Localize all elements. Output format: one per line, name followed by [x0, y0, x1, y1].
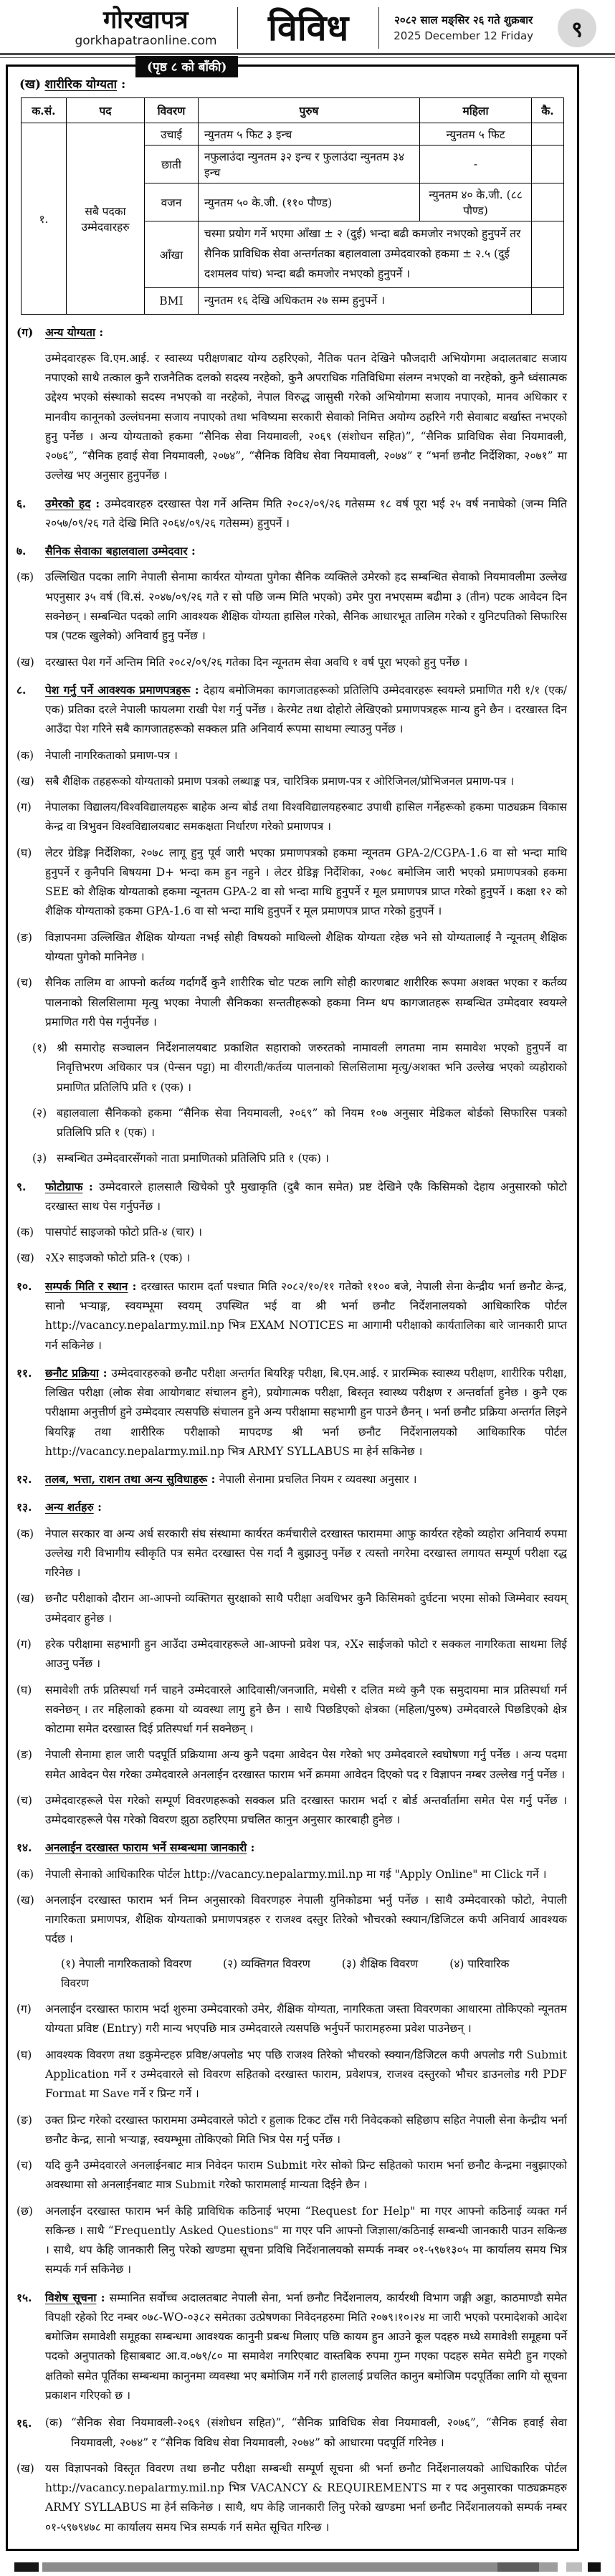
cell-remark [532, 183, 564, 221]
list-item: (क) उल्लिखित पदका लागि नेपाली सेनामा कार्यरत योग्यता पुगेका सैनिक व्यक्तिले उमेरको हद सम्बन्धित सेवाको नियमावलीमा उल्लेख भएनुसार ३५ वर्ष (वि.सं. २०४७/०९/२६ गते र सो पछि जन्म मिति भएको) उमेर पुरा नभएसम्म बढीमा ३ (तीन) पटक आवेदन दिन सक्नेछन् । सम्बन्धित पदको लागि आवश्यक शैक्षिक योग्यता हासिल गरेको, सैनिक आधारभूत तालिम गरेको र युनिटपतिको सिफारिस पत्र (पटक खुलेको) अनिवार्य हुनु पर्नेछ । [16, 571, 567, 643]
section-number: १३. [16, 1500, 32, 1514]
section-number: ६. [16, 496, 27, 510]
section-number: १५. [16, 2290, 32, 2304]
paper-name: गोरखापत्र [102, 5, 189, 34]
table-row [22, 123, 564, 146]
list-subitem: (२) बहालवाला सैनिकको हकमा “सैनिक सेवा नियमावली, २०६९” को नियम १०७ अनुसार मेडिकल बोर्डको सिफारिस पत्रको प्रतिलिपि प्रति १ (एक) । [32, 1106, 567, 1140]
list-item: (ख) यस विज्ञापनको विस्तृत विवरण तथा छनौट परीक्षा सम्बन्धी सम्पूर्ण सूचना श्री भर्ना छनौट निर्देशनालयको आधिकारिक पोर्टल http://vacancy.nepalarmy.mil.np भित्र VACANCY & REQUIREMENTS मा र पद अनुसारका पाठ्यक्रमहरु ARMY SYLLABUS मा हेर्न सकिनेछ । साथै, थप केहि जानकारी लिनु परेको खण्डमा भर्ना छनौट निर्देशनालयको सम्पर्क नम्बर ०१-५९७९४७८ मा कार्यालय समय भित्र सम्पर्क गर्न समेत सूचित गरिन्छ । [16, 2461, 567, 2534]
page-number-badge [558, 9, 596, 47]
cell-sn: १. [22, 123, 67, 315]
cell-detail: आँखा [145, 221, 199, 288]
section-text: उम्मेदवारहरुको छनौट परीक्षा अन्तर्गत बियरिङ्ग परीक्षा, बि.एम.आई. र प्रारम्भिक स्वास्थ्य परीक्षण, शारीरिक परीक्षा, लिखित परीक्षा (लोक सेवा आयोगबाट संचालन हुने), प्रयोगात्मक परीक्षा, बिस्तृत स्वास्थ्य परीक्षण र अन्तर्वार्ता हुनेछ । कुनै एक परीक्षामा अनुत्तीर्ण हुने उम्मेदवार त्यसपछि संचालन हुने अन्य परीक्षामा सहभागी हुन पाउने छैनन् । भर्ना छनौट प्रक्रिया अन्तर्गत लिइने बियरिङ्ग तथा शारीरिक परीक्षाको मापदण्ड श्री भर्ना छनौट निर्देशनालयको आधिकारिक पोर्टल http://vacancy.nepalarmy.mil.np भित्र ARMY SYLLABUS मा हेर्न सकिनेछ । [45, 1366, 567, 1458]
heading-label: (ख) [19, 77, 41, 92]
page-section-title: विविध [268, 6, 349, 49]
list-item: (ख) अनलाईन दरखास्त फाराम भर्न निम्न अनुसारको विवरणहरु नेपाली युनिकोडमा भर्नु पर्नेछ । साथै उम्मेदवारको फोटो, नेपाली नागरिकता प्रमाणपत्र, शैक्षिक योग्यताको प्रमाणपत्रहरु र राजश्व दस्तुर तिरेको भौचरको स्क्यान/डिजिटल कपी अनिवार्य आवश्यक पर्दछ । [16, 1893, 567, 1946]
list-item: (ङ) विज्ञापनमा उल्लिखित शैक्षिक योग्यता नभई सोही विषयको माथिल्लो शैक्षिक योग्यता रहेछ भने सो योग्यतालाई नै न्यूनतम् शैक्षिक योग्यता पुगेको मानिनेछ । [16, 930, 567, 963]
other-qualification-text: उम्मेदवारहरू वि.एम.आई. र स्वास्थ्य परीक्षणबाट योग्य ठहरिएको, नैतिक पतन देखिने फौजदारी अभियोगमा अदालतबाट सजाय नपाएको साथै तत्काल कुनै राजनैतिक दलको सदस्य नरहेको, कुनै अपराधिक गतिविधिमा संलग्न नभएको वा नरहेको, कुनै ध्वंसात्मक उद्देश्य भएको संस्थाको सदस्य नभएको वा नरहेको, नेपाल विरुद्ध जासुसी गरेको अभियोगमा सजाय नपाएको, मानव अधिकार र मानवीय कानूनको उल्लंघनमा सजाय नपाएको तथा भविष्यमा सरकारी सेवाको निमित्त अयोग्य ठहरिने गरी सेवाबाट बर्खास्त नभएको हुनु पर्नेछ । अन्य योग्यताको हकमा “सैनिक सेवा नियमावली, २०६९ (संशोधन सहित)”, “सैनिक प्राविधिक सेवा नियमावली, २०७६”, “सैनिक हवाई सेवा नियमावली, २०७४”, “सैनिक विविध सेवा नियमावली, २०७४” र “भर्ना छनौट निर्देशिका, २०७१” मा उल्लेख भए अनुसार हुनुपर्नेछ । [45, 351, 567, 482]
list-item: (ङ) नेपाली सेनामा हाल जारी पदपूर्ति प्रक्रियामा अन्य कुनै पदमा आवेदन पेस गरेको भए उम्मेदवारले स्वघोषणा गर्नु पर्नेछ । अन्य पदमा समेत आवेदन पेस गरेका उम्मेदवारले अनलाईन दरखास्त फाराम भर्ने क्रममा आवेदन दिएको पद र विज्ञापन नम्बर उल्लेख गर्नु पर्नेछ । [16, 1748, 567, 1781]
section-title: तलब, भत्ता, राशन तथा अन्य सुविधाहरू [45, 1472, 208, 1487]
section-number: ९. [16, 1179, 27, 1193]
paper-website: gorkhapatraonline.com [75, 34, 217, 49]
list-item: (ख) सबै शैक्षिक तहहरूको योग्यताको प्रमाण पत्रको लब्धाङ्क पत्र, चारित्रिक प्रमाण-पत्र र ओरिजिनल/प्रोभिजनल प्रमाण-पत्र । [16, 774, 515, 788]
column-header-remark: कै. [532, 98, 564, 123]
section-10: १०. सम्पर्क मिति र स्थान : दरखास्त फाराम दर्ता पश्चात मिति २०८२/१०/११ गतेको ११०० बजे, नेपाली सेना केन्द्रीय भर्ना छनौट केन्द्र, सानो भर्‍याङ्ग, स्वयम्भूमा स्वयम् उपस्थित भई वा श्री भर्ना छनौट निर्देशनालयको आधिकारिक पोर्टल http://vacancy.nepalarmy.mil.np भित्र EXAM NOTICES मा आगामी परीक्षाको कार्यतालिका बारे जानकारी प्राप्त गर्न सकिनेछ । [16, 1277, 567, 1355]
cell-remark [532, 287, 564, 314]
list-item: (ख) २X२ साइजको फोटो प्रति-१ (एक) । [16, 1251, 191, 1265]
section-6: ६. उमेरको हद : उम्मेदवारहरु दरखास्त पेश गर्ने अन्तिम मिति २०८२/०९/२६ गतेसम्म १८ वर्ष पूरा भई २५ वर्ष ननाघेको (जन्म मिति २०५७/०९/२६ गते देखि मिति २०६४/०९/२६ गतेसम्म) हुनुपर्ने । [16, 494, 567, 534]
list-item: (च) उम्मेदवारहरूले पेस गरेको सम्पूर्ण विवरणहरूको सक्कल प्रति दरखास्त फाराम भर्दा र बोर्ड अन्तर्वार्तामा समेत पेस गर्नु पर्नेछ । उम्मेदवारहरूले पेस गरेको विवरण झुठा ठहरिएमा प्रचलित कानुन अनुसार कारबाही हुनेछ । [16, 1793, 567, 1827]
section-label: (ग) [16, 325, 34, 339]
section-title: अन्य योग्यता [45, 325, 96, 339]
list-item: (क) नेपाली सेनाको आधिकारिक पोर्टल http://vacancy.nepalarmy.mil.np मा गई "Apply Online" मा Click गर्ने । [16, 1867, 547, 1881]
list-subitem: (३) सम्बन्धित उम्मेदवारसँगको नाता प्रमाणितको प्रतिलिपि प्रति १ (एक) । [32, 1152, 329, 1165]
section-13: १३. अन्य शर्तहरु : [16, 1497, 567, 1517]
section-16: १६. (क) “सैनिक सेवा नियमावली-२०६९ (संशोधन सहित)”, “सैनिक प्राविधिक सेवा नियमावली, २०७६”, “सैनिक हवाई सेवा नियमावली, २०७४” र “सैनिक विविध सेवा नियमावली, २०७४” को आधारमा पदपूर्ति गरिनेछ । [16, 2413, 567, 2453]
cell-detail: वजन [145, 183, 199, 221]
bottom-separator-strip [14, 2562, 601, 2572]
list-item: (क) नेपाली नागरिकताको प्रमाण-पत्र । [16, 748, 178, 762]
physical-qualification-table [21, 97, 564, 315]
section-number: १४. [16, 1841, 32, 1855]
cell-remark [532, 123, 564, 146]
cell-female: न्युनतम ४० के.जी. (८८ पौण्ड) [420, 183, 532, 221]
list-item: (ख) छनौट परीक्षाको दौरान आ-आफ्नो व्यक्तिगत सुरक्षाको साथै परीक्षा अवधिभर कुनै किसिमको दुर्घटना भएमा सोको जिम्मेवार स्वयम् उम्मेदवार हुनेछ । [16, 1592, 567, 1625]
cell-merged-bmi: न्युनतम १६ देखि अधिकतम २७ सम्म हुनुपर्ने । [199, 287, 532, 314]
masthead-divider [237, 7, 238, 49]
section-title: अनलाईन दरखास्त फाराम भर्ने सम्बन्धमा जानकारी [45, 1841, 247, 1855]
table-header-row [22, 98, 564, 123]
header-rule [0, 53, 615, 58]
list-item: (घ) आवश्यक विवरण तथा डकुमेन्टहरु प्रविष्ट/अपलोड भए पछि राजश्व तिरेको भौचरको स्क्यान/डिजिटल कपी अपलोड गरी Submit Application गर्ने र उम्मेदवारले सो विवरण सहितको दरखास्त फाराम, प्रवेशपत्र, राजश्व दस्तुरको भौचर डाउनलोड गरी PDF Format मा Save गर्ने र प्रिन्ट गर्ने । [16, 2048, 567, 2101]
cell-male: न्युनतम ५ फिट ३ इन्च [199, 123, 420, 146]
column-header-detail: विवरण [145, 98, 199, 123]
section-text: सम्मानित सर्वोच्च अदालतबाट नेपाली सेना, भर्ना छनौट निर्देशनालय, कार्यरथी विभाग जङ्गी अड्डा, काठमाण्डौ समेत विपक्षी रहेको रिट नम्बर ०७८-WO-०३८२ समेतका उत्प्रेषणका निवेदनहरुमा मिति २०७९।१०।२४ मा जारी भएको परमादेशको आदेश बमोजिम समावेशी समूहका सम्बन्धमा आवश्यक कानुनी प्रबन्ध मिलाए पछि कायम हुन आउने कूल पदहरु मध्ये समावेशी समूहमा पर्ने पदको अनुपातको हिसाबबाट आ.व.०७९/८० मा समावेश नगरिएबाट वास्तबिक रुपमा गुम्न गएका पदहरु समेत समेटी हुन गएको क्षतिको समेत पूर्तिका सम्बन्धमा कानुनमा व्यवस्था भए बमोजिम गर्ने गरी हाललाई प्रचलित कानुन बमोजिम पदपूर्तिका लागि यो सूचना प्रकाशन गरिएको छ । [45, 2291, 568, 2402]
cell-male: नफुलाउंदा न्युनतम ३२ इन्च र फुलाउंदा न्युनतम ३४ इन्च [199, 146, 420, 183]
cell-female: न्युनतम ५ फिट [420, 123, 532, 146]
list-item: (क) पासपोर्ट साइजको फोटो प्रति-४ (चार) । [16, 1226, 203, 1239]
list-item: (ग) हरेक परीक्षामा सहभागी हुन आउँदा उम्मेदवारहरूले आ-आफ्नो प्रवेश पत्र, २X२ साईजको फोटो र सक्कल नागरिकता साथमा लिई आउनु पर्नेछ । [16, 1637, 567, 1671]
section-title: सैनिक सेवाका बहालवाला उम्मेदवार [45, 544, 188, 558]
section-title: अन्य शर्तहरु [45, 1500, 94, 1514]
list-item: (च) यदि कुनै उम्मेदवारले अनलाईनबाट मात्र निवेदन फाराम Submit गरेर सोको प्रिन्ट सहितको फाराम भर्ना छनौट केन्द्रमा नबुझाएको अवस्थामा सो अनलाईनबाट मात्र Submit गरेको फारामलाई मान्यता दिईने छैन । [16, 2159, 567, 2192]
section-number: ११. [16, 1365, 32, 1380]
continuation-label: (पृष्ठ ८ को बाँकी) [135, 56, 238, 77]
application-detail-fields: (१) नेपाली नागरिकताको विवरण (२) व्यक्तिगत विवरण (३) शैक्षिक विवरण (४) पारिवारिक विवरण [61, 1957, 510, 1990]
column-header-male: पुरुष [199, 98, 420, 123]
section-number: ७. [16, 544, 27, 558]
section-number: १२. [16, 1472, 32, 1487]
section-text: उम्मेदवारहरु दरखास्त पेश गर्ने अन्तिम मिति २०८२/०९/२६ गतेसम्म १८ वर्ष पूरा भई २५ वर्ष ननाघेको (जन्म मिति २०५७/०९/२६ गते देखि मिति २०६४/०९/२६ गतेसम्म) हुनुपर्ने । [45, 497, 567, 530]
list-item: (घ) समावेशी तर्फ प्रतिस्पर्धा गर्न चाहने उम्मेदवारले आदिवासी/जनजाति, मधेसी र दलित मध्ये कुनै एक समुदायमा मात्र प्रतिस्पर्धा गर्न सक्नेछन् । तर महिलाको हकमा यो व्यवस्था लागु हुने छैन । साथै पिछडिएको क्षेत्रका (महिला/पुरुष) उम्मेदवारले पिछडिएको क्षेत्र कोटामा समेत दरखास्त दिई प्रतिस्पर्धा गर्न सक्नेछन् । [16, 1683, 567, 1736]
section-text: नेपाली सेनामा प्रचलित नियम र व्यवस्था अनुसार । [219, 1473, 417, 1487]
section-other-qualification: (ग) अन्य योग्यता : [16, 323, 567, 343]
page-number: ९ [571, 16, 583, 42]
section-9: ९. फोटोग्राफ : उम्मेदवारले हालसालै खिचेको पुरै मुखाकृति (दुबै कान समेत) प्रष्ट देखिने एकै किसिमको देहाय अनुसारको फोटो दरखास्त साथ पेस गर्नुपर्नेछ । [16, 1177, 567, 1217]
list-item: (ङ) उक्त प्रिन्ट गरेको दरखास्त फाराममा उम्मेदवारले फोटो र हुलाक टिकट टाँस गरी निवेदकको सहिछाप सहित नेपाली सेना केन्द्रीय भर्ना छनौट केन्द्र, सानो भर्‍याङ्ग, स्वयम्भूमा तोकिएको मिति भित्र पेस गर्नु पर्नेछ । [16, 2113, 567, 2146]
notice-box [6, 60, 579, 2551]
cell-detail: छाती [145, 146, 199, 183]
cell-merged-eyes: चस्मा प्रयोग गर्ने भएमा आँखा ± २ (दुई) भन्दा बढी कमजोर नभएको हुनुपर्ने तर सैनिक प्राविधिक सेवा अन्तर्गतका बहालवाला उम्मेदवारको हकमा ± २.५ (दुई दशमलव पांच) भन्दा बढी कमजोर नभएको हुनुपर्ने । [199, 221, 532, 288]
section-title: फोटोग्राफ [45, 1179, 83, 1193]
section-number: ८. [16, 682, 27, 697]
column-header-sn: क.सं. [22, 98, 67, 123]
date-english: 2025 December 12 Friday [394, 29, 534, 42]
date-block [394, 12, 533, 44]
list-item: (क) नेपाल सरकार वा अन्य अर्ध सरकारी संघ संस्थामा कार्यरत कर्मचारीले दरखास्त फाराममा आफु कार्यरत रहेको व्यहोरा अनिवार्य रुपमा उल्लेख गरी विभागीय स्वीकृति पत्र समेत दरखास्त पेस गर्दा नै बुझाउनु पर्नेछ र त्यस्तो नगरेमा दरखास्त लगायत सम्पूर्ण परीक्षा रद्ध गरिनेछ । [16, 1527, 567, 1580]
section-title: सम्पर्क मिति र स्थान [45, 1279, 128, 1293]
section-title: उमेरको हद [45, 496, 91, 510]
date-nepali: २०८२ साल मङ्सिर २६ गते शुक्रबार [394, 13, 533, 27]
list-item: (ग) अनलाईन दरखास्त फाराम भर्दा शुरुमा उम्मेदवारको उमेर, शैक्षिक योग्यता, नागरिकता जस्ता विवरणका आधारमा तोकिएको न्यूनतम योग्यता प्रविष्ट (Entry) गरी मान्य भएपछि मात्र उम्मेदवारले त्यसपछि भर्नुपर्ने फारामहरुमा प्रवेश पाउनेछन् । [16, 2003, 567, 2036]
section-title: पेश गर्नु पर्ने आवश्यक प्रमाणपत्रहरू [45, 682, 191, 697]
cell-remark [532, 146, 564, 183]
list-item: (च) सैनिक तालिम वा आफ्नो कर्तव्य गर्दागर्दै कुनै शारीरिक चोट पटक लागि सोही कारणबाट शारीरिक रूपमा अशक्त भएका र कर्तव्य पालनाको सिलसिलामा मृत्यु भएका नेपाली सैनिकका सन्ततीहरूको हकमा निम्न थप कागजातहरू सम्बन्धित उम्मेदवार स्वयम्ले प्रमाणित गरी पेस गर्नुपर्नेछ । [16, 976, 567, 1029]
masthead-divider [378, 7, 379, 49]
section-8: ८. पेश गर्नु पर्ने आवश्यक प्रमाणपत्रहरू : देहाय बमोजिमका कागजातहरूको प्रतिलिपि उम्मेदवारहरू स्वयम्ले प्रमाणित गरी १/१ (एक/एक) प्रतिका दरले नेपाली फायलमा राखी पेश गर्नु पर्नेछ । केरमेट तथा दोहोरो लेखिएको प्रमाणपत्रहरू मान्य हुने छैन । दरखास्त दिन आउँदा पेश गरिने सबै कागजातहरूको सक्कल प्रति अनिवार्य रूपमा साथमा ल्याउनु पर्नेछ । [16, 680, 567, 740]
list-item: (ग) नेपालका विद्यालय/विश्वविद्यालयहरू बाहेक अन्य बोर्ड तथा विश्वविद्यालयहरुबाट उपाधी हासिल गर्नेहरूको हकमा पाठ्यक्रम विकास केन्द्र वा त्रिभुवन विश्वविद्यालयबाट समकक्षता निर्धारण गरेको प्रमाणपत्र । [16, 801, 567, 834]
section-text: उम्मेदवारले हालसालै खिचेको पुरै मुखाकृति (दुबै कान समेत) प्रष्ट देखिने एकै किसिमको देहाय अनुसारको फोटो दरखास्त साथ पेस गर्नुपर्नेछ । [45, 1180, 567, 1213]
section-15: १५. विशेष सूचना : सम्मानित सर्वोच्च अदालतबाट नेपाली सेना, भर्ना छनौट निर्देशनालय, कार्यरथी विभाग जङ्गी अड्डा, काठमाण्डौ समेत विपक्षी रहेको रिट नम्बर ०७८-WO-०३८२ समेतका उत्प्रेषणका निवेदनहरुमा मिति २०७९।१०।२४ मा जारी भएको परमादेशको आदेश बमोजिम समावेशी समूहका सम्बन्धमा आवश्यक कानुनी प्रबन्ध मिलाए पछि कायम हुन आउने कूल पदहरु मध्ये समावेशी समूहमा पर्ने पदको अनुपातको हिसाबबाट आ.व.०७९/८० मा समावेश नगरिएबाट वास्तबिक रुपमा गुम्न गएका पदहरु समेत समेटी हुन गएको क्षतिको समेत पूर्तिका सम्बन्धमा कानुनमा व्यवस्था भए बमोजिम गर्ने गरी हाललाई प्रचलित कानुन बमोजिम पदपूर्तिका लागि यो सूचना प्रकाशन गरिएको छ । [16, 2288, 567, 2406]
cell-female: - [420, 146, 532, 183]
section-14: १४. अनलाईन दरखास्त फाराम भर्ने सम्बन्धमा जानकारी : [16, 1838, 567, 1858]
section-12: १२. तलब, भत्ता, राशन तथा अन्य सुविधाहरू : नेपाली सेनामा प्रचलित नियम र व्यवस्था अनुसार । [16, 1469, 567, 1489]
column-header-female: महिला [420, 98, 532, 123]
section-number: १०. [16, 1279, 32, 1293]
section-number: १६. [16, 2416, 32, 2430]
section-text: देहाय बमोजिमका कागजातहरूको प्रतिलिपि उम्मेदवारहरू स्वयम्ले प्रमाणित गरी १/१ (एक/एक) प्रतिका दरले नेपाली फायलमा राखी पेश गर्नु पर्नेछ । केरमेट तथा दोहोरो लेखिएको प्रमाणपत्रहरू मान्य हुने छैन । दरखास्त दिन आउँदा पेश गरिने सबै कागजातहरूको सक्कल प्रति अनिवार्य रूपमा साथमा ल्याउनु पर्नेछ । [45, 683, 567, 736]
section-title: विशेष सूचना [45, 2290, 97, 2304]
cell-remark [532, 221, 564, 288]
list-item: (घ) लेटर ग्रेडिङ्ग निर्देशिका, २०७८ लागू हुनु पूर्व जारी भएका प्रमाणपत्रको हकमा न्यूनतम GPA-2/CGPA-1.6 वा सो भन्दा माथि हुनुपर्ने र कुनैपनि बिषयमा D+ भन्दा कम हुन नहुने । लेटर ग्रेडिङ्ग निर्देशिका, २०७८ बमोजिम जारी भएको प्रमाणपत्रको हकमा SEE को शैक्षिक योग्यताको हकमा न्यूनतम GPA-2 वा सो भन्दा माथि हुनुपर्ने र मूल प्रमाणपत्र प्राप्त गरेको हुनुपर्ने । कक्षा १२ को शैक्षिक योग्यताको हकमा GPA-1.6 वा सो भन्दा माथि हुनुपर्ने र मूल प्रमाणपत्र प्राप्त गरेको हुनुपर्ने । [16, 846, 567, 918]
cell-male: न्युनतम ५० के.जी. (११० पौण्ड) [199, 183, 420, 221]
list-item: (ख) दरखास्त पेश गर्ने अन्तिम मिति २०८२/०९/२६ गतेका दिन न्यूनतम सेवा अवधि १ वर्ष पूरा भएको हुनु पर्नेछ । [16, 655, 468, 669]
section-11: ११. छनौट प्रक्रिया : उम्मेदवारहरुको छनौट परीक्षा अन्तर्गत बियरिङ्ग परीक्षा, बि.एम.आई. र प्रारम्भिक स्वास्थ्य परीक्षण, शारीरिक परीक्षा, लिखित परीक्षा (लोक सेवा आयोगबाट संचालन हुने), प्रयोगात्मक परीक्षा, बिस्तृत स्वास्थ्य परीक्षण र अन्तर्वार्ता हुनेछ । कुनै एक परीक्षामा अनुत्तीर्ण हुने उम्मेदवार त्यसपछि संचालन हुने अन्य परीक्षामा सहभागी हुन पाउने छैनन् । भर्ना छनौट प्रक्रिया अन्तर्गत लिइने बियरिङ्ग तथा शारीरिक परीक्षाको मापदण्ड श्री भर्ना छनौट निर्देशनालयको आधिकारिक पोर्टल http://vacancy.nepalarmy.mil.np भित्र ARMY SYLLABUS मा हेर्न सकिनेछ । [16, 1363, 567, 1461]
cell-detail: उचाई [145, 123, 199, 146]
list-item: (छ) अनलाईन दरखास्त फाराम भर्न केहि प्राविधिक कठिनाई भएमा “Request for Help" मा गएर आफ्नो कठिनाई व्यक्त गर्न सकिन्छ । साथै “Frequently Asked Questions" मा गएर पनि आफ्नो जिज्ञासा/कठिनाई सम्बन्धी जानकारी पाउन सकिन्छ । साथै, थप केहि जानकारी लिनु परेको खण्डमा सूचना प्रविधि निर्देशनालयको सम्पर्क नम्बर ०१-५९७१३०५ मा कार्यालय समय भित्र सम्पर्क गर्न सकिनेछ । [16, 2204, 567, 2276]
cell-post: सबै पदका उम्मेदवारहरु [67, 123, 145, 315]
section-title: छनौट प्रक्रिया [45, 1365, 99, 1380]
masthead [0, 0, 615, 53]
heading-title: शारीरिक योग्यता [44, 77, 118, 92]
list-subitem: (१) श्री समारोह सञ्चालन निर्देशनालयबाट प्रकाशित सहाराको जरुरतको नामावली लगतमा नाम समावेश भएको हुनुपर्ने वा निवृत्तिभरण अधिकार पत्र (पेन्सन पट्टा) मा वीरगती/कर्तव्य पालनाको सिलसिलामा मृत्यु/अशक्त भनि उल्लेख भएको व्यहोराको प्रमाणित प्रतिलिपि प्रति १ (एक) । [32, 1041, 567, 1094]
section-text: दरखास्त फाराम दर्ता पश्चात मिति २०८२/१०/११ गतेको ११०० बजे, नेपाली सेना केन्द्रीय भर्ना छनौट केन्द्र, सानो भर्‍याङ्ग, स्वयम्भूमा स्वयम् उपस्थित भई वा श्री भर्ना छनौट निर्देशनालयको आधिकारिक पोर्टल http://vacancy.nepalarmy.mil.np भित्र EXAM NOTICES मा आगामी परीक्षाको कार्यतालिका बारे जानकारी प्राप्त गर्न सकिनेछ । [45, 1279, 567, 1352]
section-7: ७. सैनिक सेवाका बहालवाला उम्मेदवार : [16, 541, 567, 561]
cell-detail: BMI [145, 287, 199, 314]
physical-qualification-heading: (ख) शारीरिक योग्यता : [19, 77, 126, 92]
column-header-post: पद [67, 98, 145, 123]
paper-logo-block [69, 5, 223, 49]
